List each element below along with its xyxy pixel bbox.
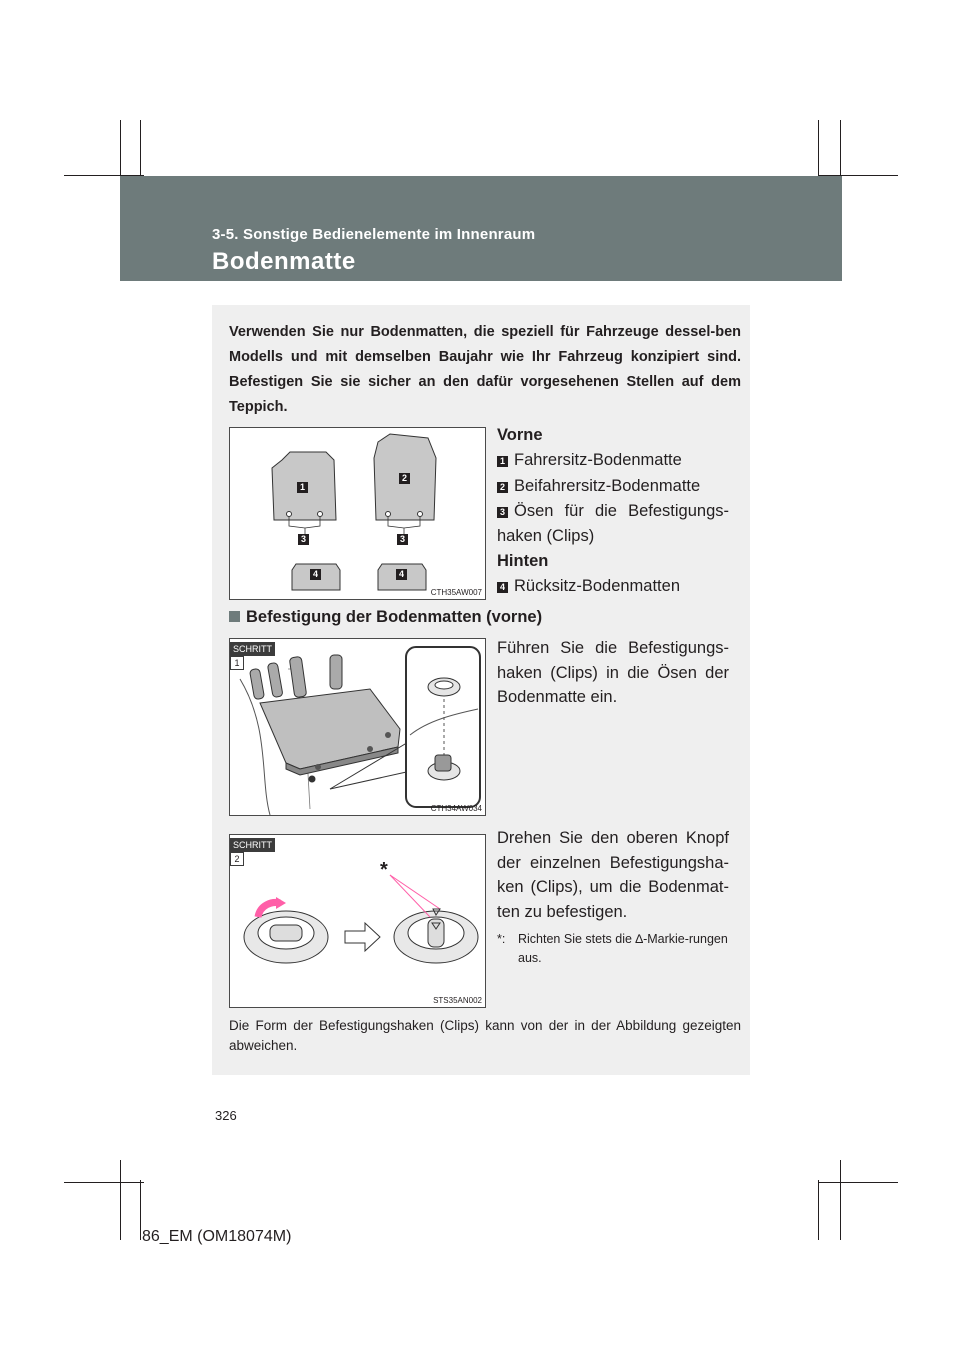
figure-code: CTH34AW034 [430,804,482,813]
note-marker: *: [497,932,506,946]
crop-mark [818,1180,819,1240]
crop-mark [818,1182,898,1183]
rear-label: Hinten [497,552,549,570]
front-label: Vorne [497,426,543,444]
figure-floor-mats [229,427,486,600]
intro-text: Verwenden Sie nur Bodenmatten, die speziell für Fahrzeuge dessel-ben Modells und mit demselben Baujahr wie Ihr Fahrzeug konzipiert sind. Befestigen Sie sie sicher an den dafür vorgesehenen Stellen auf dem Teppich. [229,324,741,415]
section-title: 3-5. Sonstige Bedienelemente im Innenraum [212,226,536,243]
step-1-illustration [230,639,487,817]
callout-4: 4 [396,569,407,580]
step-2-badge: SCHRITT2 [230,838,282,852]
note-text: Richten Sie stets die ∆-Markie-rungen aus. [518,932,728,965]
page-number: 326 [215,1108,237,1123]
subsection-heading: Befestigung der Bodenmatten (vorne) [229,608,542,627]
step-2-note [497,930,729,968]
step-1-badge: SCHRITT1 [230,642,282,656]
crop-mark [64,1182,144,1183]
legend-item-3: 3 Ösen für die Befestigungs-haken (Clips) [497,502,729,545]
asterisk-mark: * [380,859,388,881]
crop-mark [140,1180,141,1240]
figure-step-1 [229,638,486,816]
callout-3: 3 [397,534,408,545]
square-bullet-icon [229,611,240,622]
figure-code: STS35AN002 [433,996,482,1005]
crop-mark [840,1160,841,1240]
document-code: 86_EM (OM18074M) [142,1228,292,1245]
figure-code: CTH35AW007 [430,588,482,597]
step-1-text: Führen Sie die Befestigungs-haken (Clips) in die Ösen der Bodenmatte ein. [497,639,729,706]
legend-item-1: 1 Fahrersitz-Bodenmatte [497,448,682,473]
callout-4: 4 [310,569,321,580]
callout-2: 2 [399,473,410,484]
figure-step-2 [229,834,486,1008]
footnote: Die Form der Befestigungshaken (Clips) kann von der in der Abbildung gezeigten abweichen. [229,1018,741,1053]
callout-1: 1 [297,482,308,493]
page-title: Bodenmatte [212,248,356,275]
step-2-text: Drehen Sie den oberen Knopf der einzelnen Befestigungsha-ken (Clips), um die Bodenmat-ten zu befestigen. [497,829,729,921]
legend-item-2: 2 Beifahrersitz-Bodenmatte [497,474,700,499]
legend-item-4: 4 Rücksitz-Bodenmatten [497,574,680,599]
callout-3: 3 [298,534,309,545]
crop-mark [120,1160,121,1240]
floor-mats-illustration [230,428,487,601]
step-2-illustration [230,835,487,1009]
